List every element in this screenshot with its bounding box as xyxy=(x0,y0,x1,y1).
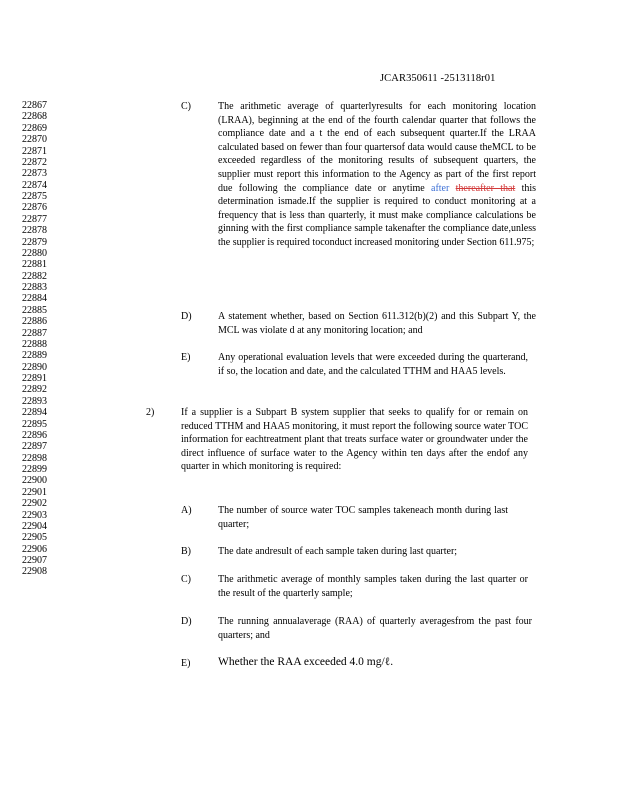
line-number: 22882 xyxy=(22,270,47,282)
line-number: 22894 xyxy=(22,407,47,419)
item-c-text-after: this determination ismade.If the supplier is required to conduct monitoring at a frequency that is less than quarterly, it must make compliance calculations be ginning with the first compliance sample takenafter the compliance date,unless the supplier is required toconduct increased monitoring under Section 611.975; xyxy=(218,182,537,248)
line-number: 22892 xyxy=(22,384,47,396)
line-number: 22883 xyxy=(22,282,47,293)
line-number: 22905 xyxy=(22,532,47,544)
line-numbers xyxy=(22,100,62,578)
line-number: 22896 xyxy=(22,429,47,441)
line-number: 22908 xyxy=(22,566,47,578)
item-c2-label: C) xyxy=(181,574,191,585)
item-a2-text: The number of source water TOC samples takeneach month during last quarter; xyxy=(218,505,508,530)
line-number: 22870 xyxy=(22,134,47,146)
line-number: 22906 xyxy=(22,543,47,555)
line-number: 22887 xyxy=(22,327,47,339)
line-number: 22873 xyxy=(22,168,47,180)
line-number: 22890 xyxy=(22,361,47,373)
line-number: 22879 xyxy=(22,236,47,248)
item-c2-text: The arithmetic average of monthly samples taken during the last quarter or the result of the quarterly sample; xyxy=(218,574,528,599)
line-number: 22880 xyxy=(22,247,47,259)
item-d-text: A statement whether, based on Section 611.312(b)(2) and this Subpart Y, the MCL was violate d at any monitoring location; and xyxy=(218,311,536,336)
line-number: 22886 xyxy=(22,316,47,328)
item-e2-text: Whether the RAA exceeded 4.0 mg/ℓ. xyxy=(218,656,394,668)
item-b2-text: The date andresult of each sample taken during last quarter; xyxy=(218,546,458,557)
item-e2-label: E) xyxy=(181,658,191,669)
line-number: 22902 xyxy=(22,498,47,510)
item-e-text: Any operational evaluation levels that were exceeded during the quarterand, if so, the location and date, and the calculated TTHM and HAA5 levels. xyxy=(218,352,528,377)
line-number: 22869 xyxy=(22,122,47,134)
item-2-label: 2) xyxy=(146,407,155,418)
document-id-header: JCAR350611 -2513118r01 xyxy=(380,73,496,84)
line-number: 22904 xyxy=(22,520,47,532)
line-number: 22872 xyxy=(22,156,47,168)
item-c-text xyxy=(218,100,536,250)
item-2-text: If a supplier is a Subpart B system supplier that seeks to qualify for or remain on reduced TTHM and HAA5 monitoring, it must report the following source water TOC information for eachtreatment plant that treats surface water or groundwater under the direct influence of surface water to the Agency within ten days after the endof any quarter in which monitoring is required: xyxy=(181,407,528,473)
item-a2-label: A) xyxy=(181,505,192,516)
line-number: 22900 xyxy=(22,475,47,487)
line-number: 22885 xyxy=(22,304,47,316)
line-number: 22884 xyxy=(22,293,47,305)
line-number: 22888 xyxy=(22,338,47,350)
line-number: 22901 xyxy=(22,486,47,498)
line-number: 22891 xyxy=(22,373,47,384)
line-number: 22895 xyxy=(22,418,47,430)
inserted-text: after xyxy=(431,182,450,194)
item-d-label: D) xyxy=(181,311,192,322)
item-c-label: C) xyxy=(181,101,191,112)
line-number: 22875 xyxy=(22,191,47,202)
item-c-text-before: The arithmetic average of quarterlyresults for each monitoring location (LRAA), beginning at the end of the fourth calendar quarter that follows the compliance date and a t the end of each subsequent quarter.If the LRAA calculated based on fewer than four quartersof data would cause theMCL to be exceeded regardless of the monitoring results of subsequent quarters, the supplier must report this information to the Agency as part of the first report due following the compliance date or anytime xyxy=(218,101,536,194)
line-number: 22878 xyxy=(22,225,47,237)
line-number: 22898 xyxy=(22,452,47,464)
line-number: 22899 xyxy=(22,464,47,475)
item-e-label: E) xyxy=(181,352,191,363)
line-number: 22897 xyxy=(22,441,47,453)
line-number: 22881 xyxy=(22,259,47,271)
line-number: 22867 xyxy=(22,100,47,111)
deleted-text: thereafter that xyxy=(455,182,516,194)
line-number: 22907 xyxy=(22,555,47,566)
line-number: 22889 xyxy=(22,350,47,362)
line-number: 22876 xyxy=(22,202,47,214)
item-d2-label: D) xyxy=(181,616,192,627)
line-number: 22874 xyxy=(22,179,47,191)
line-number: 22903 xyxy=(22,509,47,521)
line-number: 22877 xyxy=(22,213,47,225)
item-d2-text: The running annualaverage (RAA) of quarterly averagesfrom the past four quarters; and xyxy=(218,616,532,641)
line-number: 22893 xyxy=(22,395,47,407)
item-b2-label: B) xyxy=(181,546,191,557)
line-number: 22871 xyxy=(22,145,47,157)
line-number: 22868 xyxy=(22,111,47,123)
